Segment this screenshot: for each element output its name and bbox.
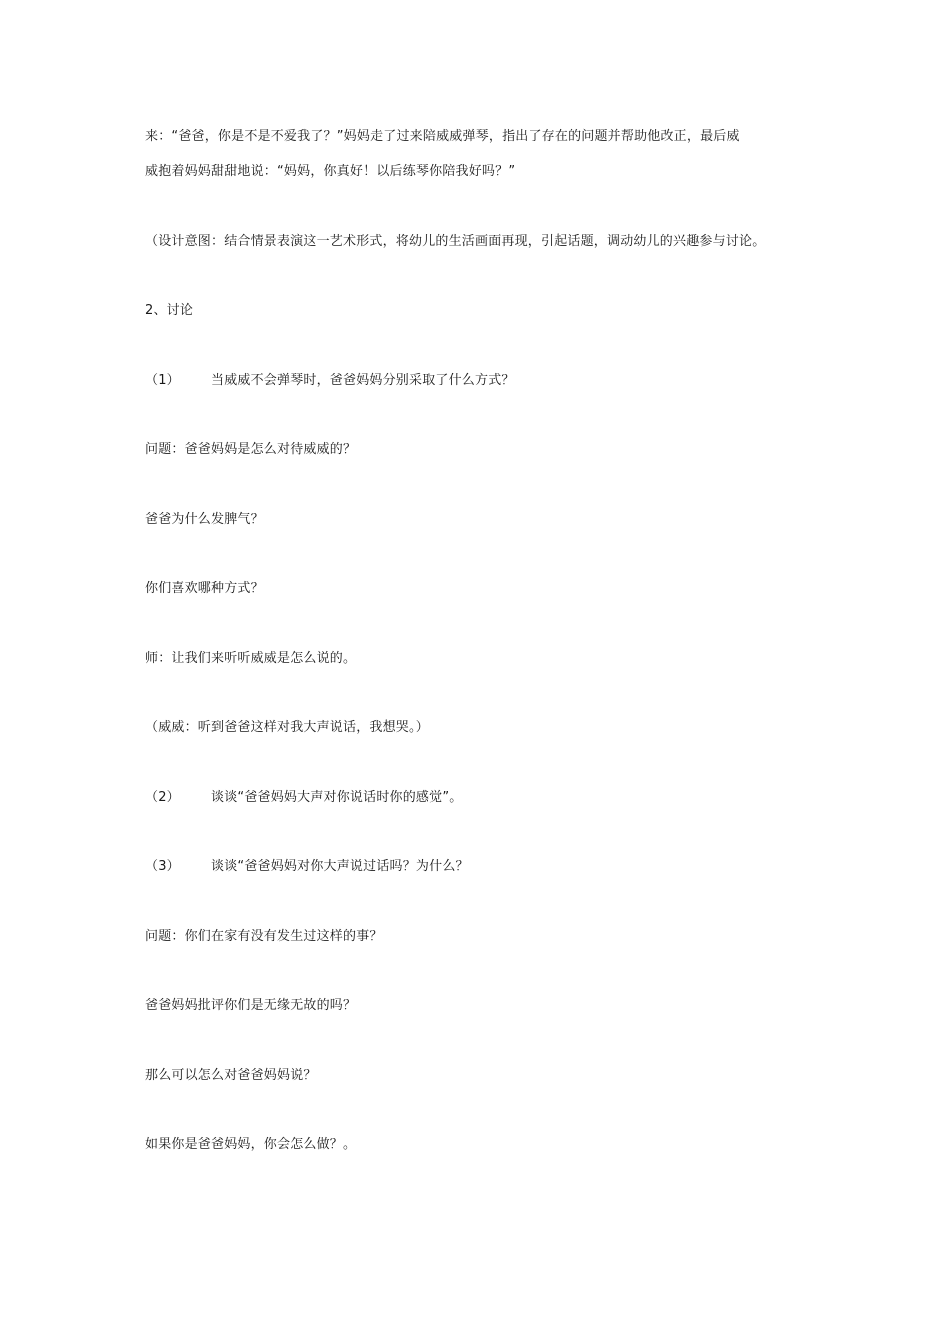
child-quote-line: （威威：听到爸爸这样对我大声说话，我想哭。） xyxy=(145,720,429,735)
section-heading-discussion: 2、讨论 xyxy=(145,303,194,318)
item-text: 谈谈“爸爸妈妈对你大声说过话吗？为什么？ xyxy=(211,859,469,874)
item-number: （2） xyxy=(145,790,180,805)
paragraph-design-intent: （设计意图：结合情景表演这一艺术形式，将幼儿的生活画面再现，引起话题，调动幼儿的兴趣参与讨论。 xyxy=(145,234,766,249)
question-line: 问题：爸爸妈妈是怎么对待威威的？ xyxy=(145,442,357,457)
numbered-item-1 xyxy=(145,372,515,390)
numbered-item-3 xyxy=(145,858,469,876)
teacher-line: 师：让我们来听听威威是怎么说的。 xyxy=(145,651,357,666)
question-line: 如果你是爸爸妈妈，你会怎么做？。 xyxy=(145,1137,357,1152)
item-number: （1） xyxy=(145,373,180,388)
item-text: 当威威不会弹琴时，爸爸妈妈分别采取了什么方式？ xyxy=(211,373,515,388)
paragraph-story-line-2: 威抱着妈妈甜甜地说：“妈妈，你真好！以后练琴你陪我好吗？” xyxy=(145,164,516,179)
question-line: 那么可以怎么对爸爸妈妈说？ xyxy=(145,1068,317,1083)
item-text: 谈谈“爸爸妈妈大声对你说话时你的感觉”。 xyxy=(211,790,463,805)
question-line: 你们喜欢哪种方式？ xyxy=(145,581,264,596)
paragraph-story-line-1: 来：“爸爸，你是不是不爱我了？”妈妈走了过来陪威威弹琴，指出了存在的问题并帮助他改正，最后威 xyxy=(145,129,740,144)
question-line: 问题：你们在家有没有发生过这样的事？ xyxy=(145,929,383,944)
numbered-item-2 xyxy=(145,789,462,807)
question-line: 爸爸为什么发脾气？ xyxy=(145,512,264,527)
question-line: 爸爸妈妈批评你们是无缘无故的吗？ xyxy=(145,998,357,1013)
item-number: （3） xyxy=(145,859,180,874)
